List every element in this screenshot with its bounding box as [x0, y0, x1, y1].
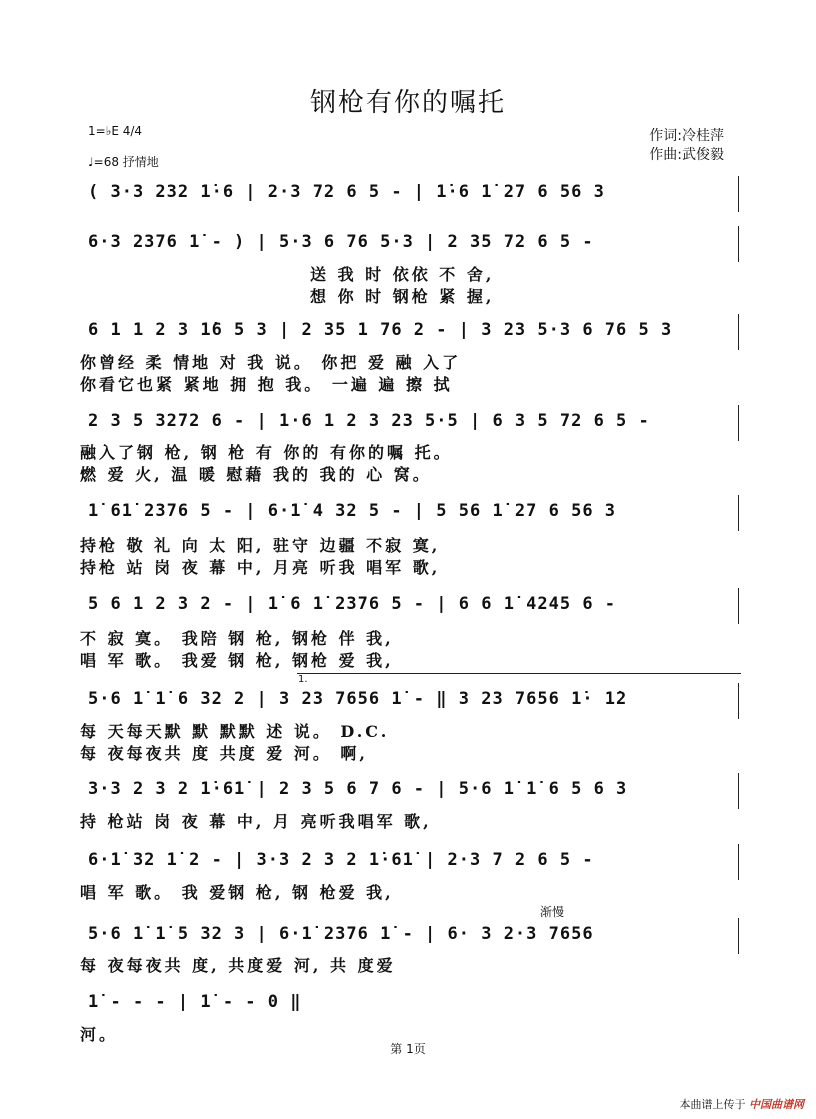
- barline: [738, 588, 739, 624]
- barline: [738, 405, 739, 441]
- lyric-verse-1: 融入了钢 枪, 钢 枪 有 你的 有你的嘱 托。: [80, 443, 453, 462]
- tempo-marking: ♩=68 抒情地: [88, 155, 159, 169]
- notation-line: 5 6 1 2 3 2 - | 1̇ 6 1̇ 2376 5 - | 6 6 1̇ 4245 6 -: [88, 594, 617, 614]
- barline: [738, 918, 739, 954]
- score-system-11: [78, 986, 408, 1020]
- song-title: 钢枪有你的嘱托: [309, 88, 506, 118]
- lyric-verse-2: 持枪 站 岗 夜 幕 中, 月亮 听我 唱军 歌,: [80, 558, 441, 577]
- site-logo: 中国曲谱网: [749, 1098, 804, 1111]
- notation-line: 6·3 2376 1̇ - ) | 5·3 6 76 5·3 | 2 35 72 6 5 -: [88, 232, 594, 252]
- notation-line: 5·6 1̇ 1̇ 5 32 3 | 6·1̇ 2376 1̇ - | 6· 3 2·3 7656: [88, 924, 594, 944]
- barline: [738, 844, 739, 880]
- lyric-line: 唱 军 歌。 我 爱钢 枪, 钢 枪爱 我,: [80, 883, 394, 902]
- barline: [738, 773, 739, 809]
- lyric-verse-1: 你曾经 柔 情地 对 我 说。 你把 爱 融 入了: [80, 353, 462, 372]
- lyric-verse-2: 唱 军 歌。 我爱 钢 枪, 钢枪 爱 我,: [80, 651, 394, 670]
- barline: [738, 683, 739, 719]
- notation-line: 6·1̇ 32 1̇ 2 - | 3·3 2 3 2 1̇·61̇ | 2·3 7 2 6 5 -: [88, 850, 594, 870]
- lyric-verse-1: 每 天每天默 默 默默 述 说。 D.C.: [80, 722, 390, 741]
- score-system-7: [78, 683, 740, 717]
- score-system-8: [78, 773, 740, 807]
- score-system-3: [78, 314, 740, 348]
- page-number: 第 1页: [390, 1042, 426, 1056]
- lyric-line: 每 夜每夜共 度, 共度爱 河, 共 度爱: [80, 956, 396, 975]
- source-credit: [680, 1096, 805, 1112]
- notation-line: 2 3 5 3272 6 - | 1·6 1 2 3 23 5·5 | 6 3 5 72 6 5 -: [88, 411, 650, 431]
- score-system-6: [78, 588, 740, 622]
- volta-bracket: [297, 673, 741, 674]
- notation-line: ( 3·3 232 1̇·6 | 2·3 72 6 5 - | 1̇·6 1̇ 27 6 56 3: [88, 182, 605, 202]
- barline: [738, 176, 739, 212]
- lyric-line: 持 枪站 岗 夜 幕 中, 月 亮听我唱军 歌,: [80, 812, 432, 831]
- lyric-line: 河。: [80, 1025, 119, 1044]
- notation-line: 1̇ 61̇ 2376 5 - | 6·1̇ 4 32 5 - | 5 56 1̇ 27 6 56 3: [88, 501, 617, 521]
- lyric-verse-1: 不 寂 寞。 我陪 钢 枪, 钢枪 伴 我,: [80, 629, 394, 648]
- notation-line: 3·3 2 3 2 1̇·61̇ | 2 3 5 6 7 6 - | 5·6 1̇ 1̇ 6 5 6 3: [88, 779, 628, 799]
- source-text: 本曲谱上传于: [679, 1098, 746, 1111]
- volta-label: 1.: [298, 674, 308, 685]
- tempo-change: 渐慢: [540, 905, 565, 919]
- score-system-2: [78, 226, 740, 260]
- barline: [738, 314, 739, 350]
- lyric-verse-2: 你看它也紧 紧地 拥 抱 我。 一遍 遍 擦 拭: [80, 375, 453, 394]
- key-signature: 1=♭E 4/4: [88, 124, 143, 138]
- barline: [738, 226, 739, 262]
- score-system-5: [78, 495, 740, 529]
- lyricist: 作词:冷桂萍: [649, 128, 724, 144]
- notation-line: 1̇ - - - | 1̇ - - 0 ‖: [88, 992, 302, 1012]
- notation-line: 5·6 1̇ 1̇ 6 32 2 | 3 23 7656 1̇ - ‖ 3 23 7656 1̇· 1̇2: [88, 689, 628, 709]
- composer: 作曲:武俊毅: [649, 147, 724, 163]
- lyric-verse-1: 送 我 时 依依 不 舍,: [310, 265, 495, 284]
- score-system-9: [78, 844, 740, 878]
- lyric-verse-2: 每 夜每夜共 度 共度 爱 河。 啊,: [80, 744, 368, 763]
- barline: [738, 495, 739, 531]
- lyric-verse-2: 燃 爱 火, 温 暖 慰藉 我的 我的 心 窝。: [80, 465, 432, 484]
- score-system-4: [78, 405, 740, 439]
- notation-line: 6 1 1 2 3 1̇6 5 3 | 2 35 1 76 2 - | 3 23 5·3 6 76 5 3: [88, 320, 673, 340]
- lyric-verse-2: 想 你 时 钢枪 紧 握,: [310, 287, 495, 306]
- lyric-verse-1: 持枪 敬 礼 向 太 阳, 驻守 边疆 不寂 寞,: [80, 536, 441, 555]
- score-system-1: [78, 176, 740, 210]
- credits: [649, 127, 724, 165]
- score-system-10: [78, 918, 740, 952]
